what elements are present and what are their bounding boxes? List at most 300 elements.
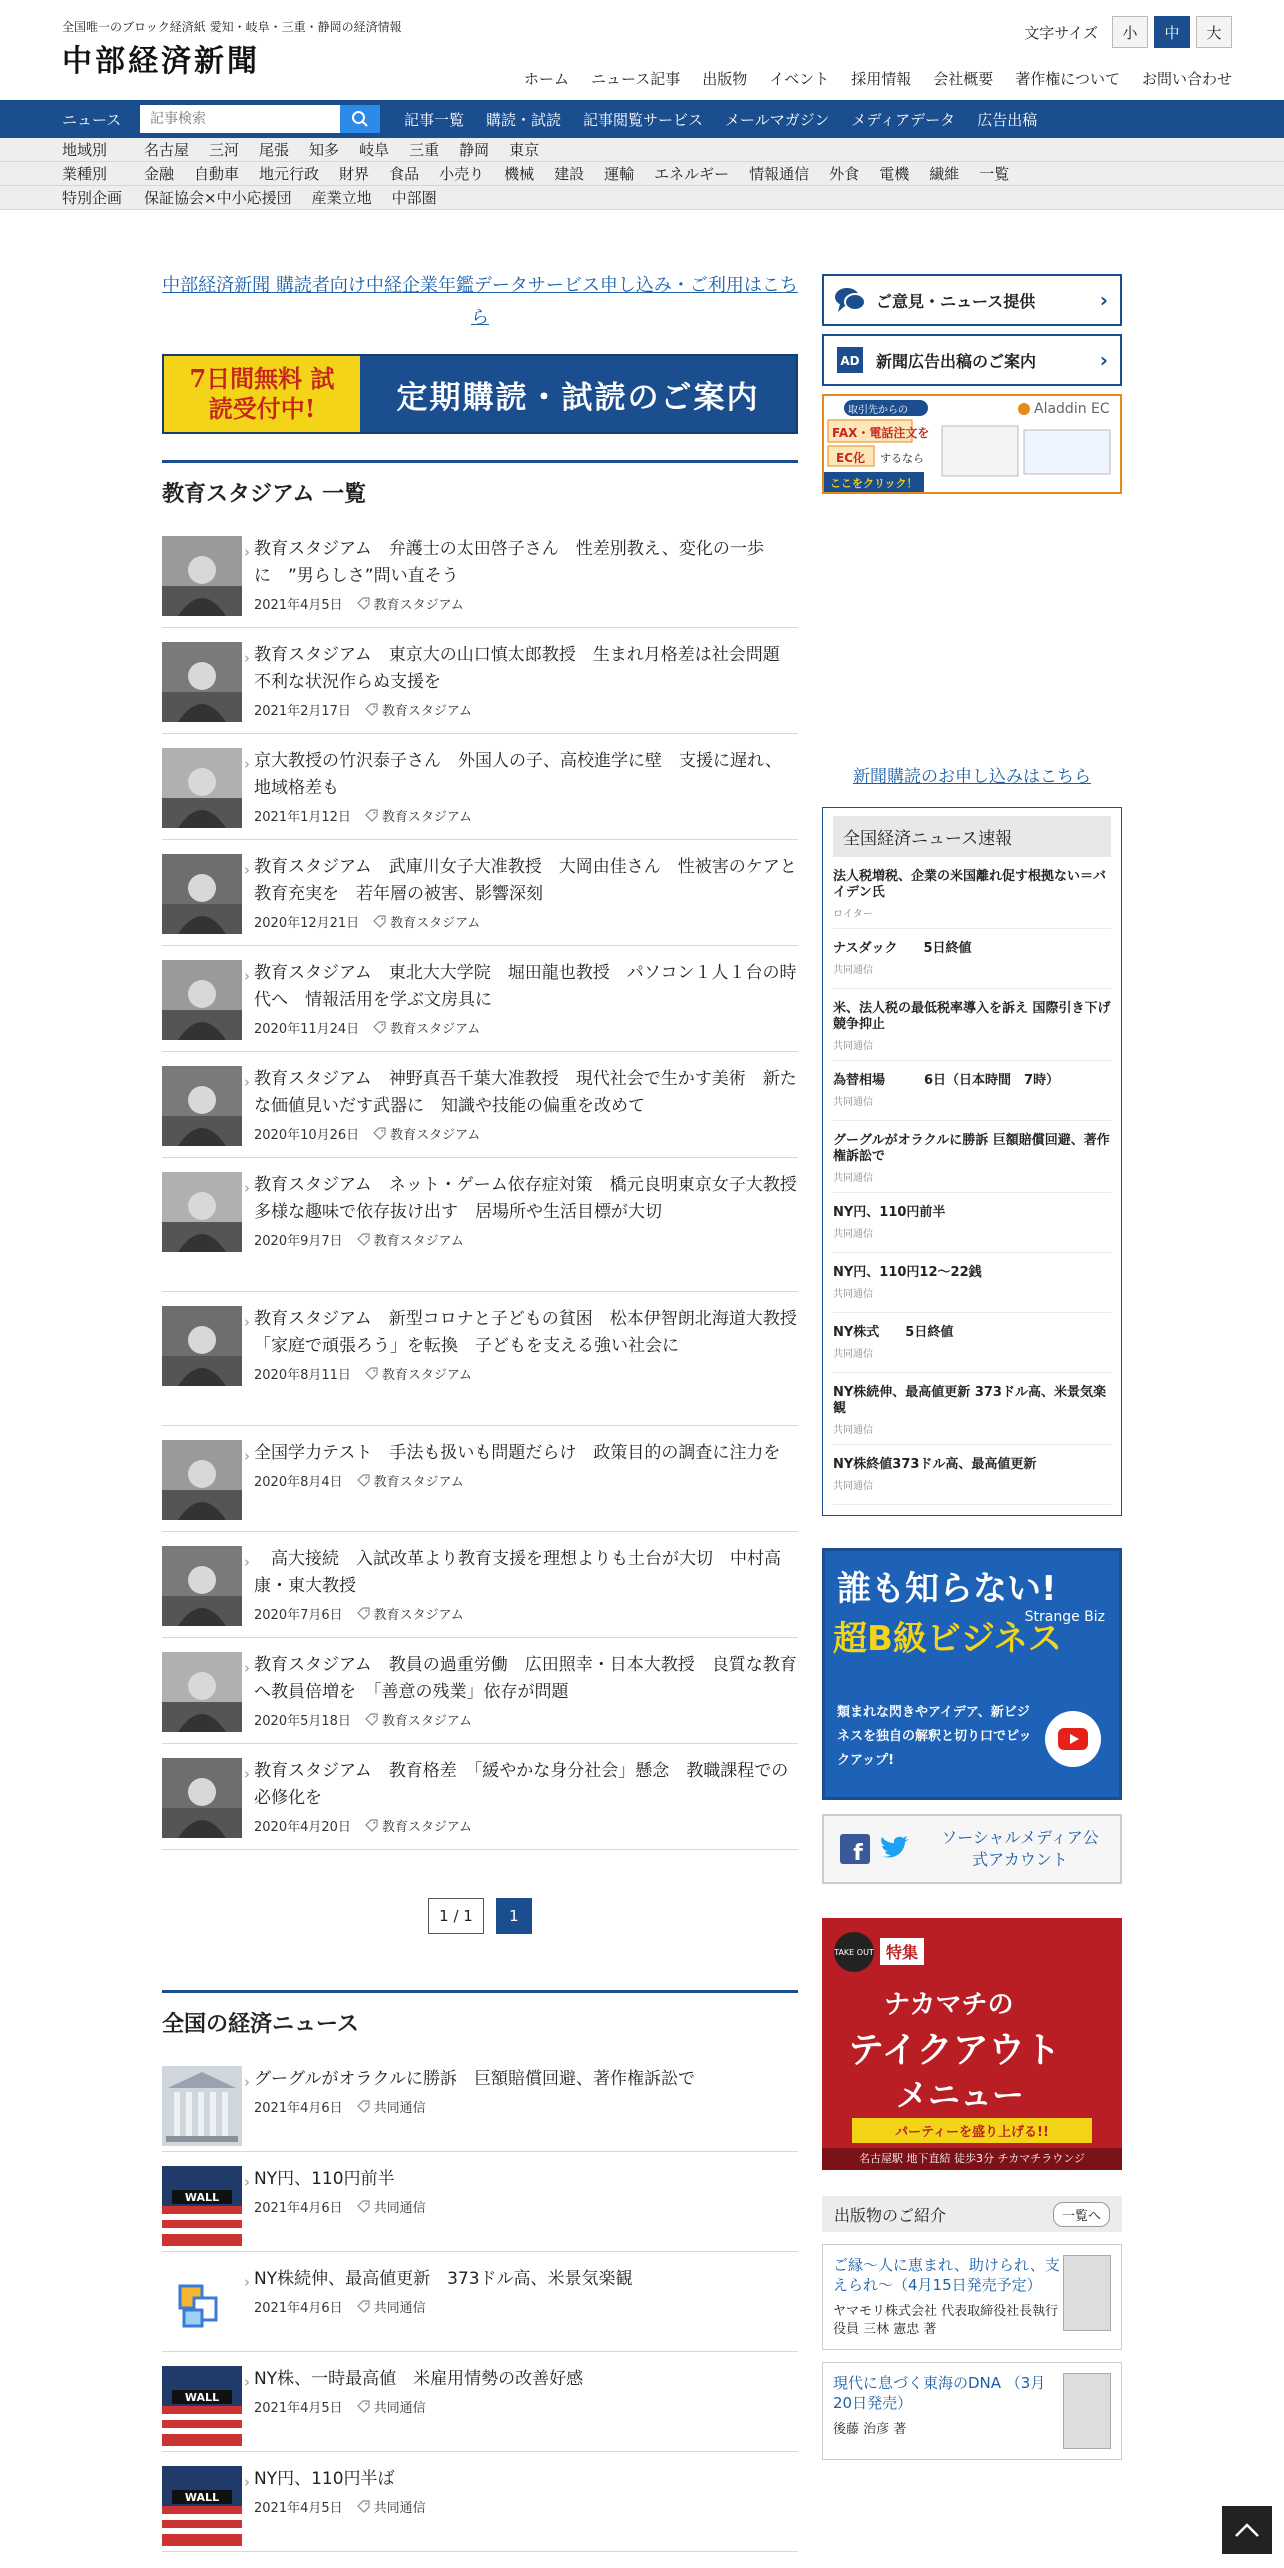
- flash-news-item[interactable]: [833, 1445, 1111, 1505]
- article-date: 2020年9月7日: [254, 1234, 343, 1249]
- sidebar: [822, 274, 1122, 2460]
- industry-nav-item[interactable]: 小売り: [439, 165, 485, 183]
- special-nav-label: 特別企画: [62, 189, 123, 207]
- industry-nav-items: [144, 163, 1009, 184]
- article-item: [162, 1532, 798, 1638]
- article-meta: [254, 1364, 798, 1383]
- flash-news-source: 共同通信: [833, 965, 873, 976]
- article-meta: [254, 806, 798, 825]
- flash-news-source: ロイター: [833, 909, 873, 920]
- flash-news-item[interactable]: [833, 1253, 1111, 1313]
- publication-author: ヤマモリ株式会社 代表取締役社長執行役員 三林 憲忠 著: [833, 2304, 1059, 2337]
- tag-icon: [357, 1233, 370, 1246]
- article-body: [254, 536, 798, 613]
- article-body: [254, 960, 798, 1037]
- national-news-item: [162, 2152, 798, 2252]
- aladdin-ec-text: EC化: [836, 451, 866, 465]
- national-news-item: [162, 2252, 798, 2352]
- flash-news-source: 共同通信: [833, 1229, 873, 1240]
- flash-news-title-text: NY株続伸、最高値更新 373ドル高、米景気楽観: [833, 1385, 1106, 1416]
- strange-biz-desc: 類まれな閃きやアイデア、新ビジネスを独自の解釈と切り口でピックアップ!: [837, 1705, 1032, 1768]
- article-meta: [254, 1230, 798, 1249]
- article-date: 2021年1月12日: [254, 810, 351, 825]
- flash-news-item[interactable]: [833, 1193, 1111, 1253]
- publication-cover[interactable]: [1063, 2255, 1111, 2331]
- article-meta: [254, 1604, 798, 1623]
- special-nav: [0, 186, 1284, 210]
- aladdin-cta-text: ここをクリック！: [830, 477, 918, 490]
- strange-biz-en: Strange Biz: [1024, 1609, 1105, 1625]
- article-date: 2021年4月5日: [254, 598, 343, 613]
- article-tag-label: 共同通信: [373, 2301, 426, 2316]
- global-nav-recruit[interactable]: 採用情報: [851, 70, 912, 88]
- news-nav-advertise[interactable]: 広告出稿: [977, 110, 1038, 129]
- takeout-title-3: メニュー: [896, 2076, 1025, 2114]
- flash-news-list: [833, 857, 1111, 1505]
- national-news-list: [162, 2052, 798, 2552]
- article-thumbnail[interactable]: [162, 2366, 242, 2446]
- chevron-up-icon: [1234, 2522, 1260, 2538]
- article-tag-label: 教育スタジアム: [381, 1820, 472, 1835]
- article-meta: [254, 2497, 798, 2516]
- article-tag[interactable]: [373, 912, 480, 931]
- news-nav-label: ニュース: [62, 110, 122, 129]
- news-nav-subscribe[interactable]: 購読・試読: [486, 110, 562, 129]
- article-title-link[interactable]: › 教育スタジアム 教育格差 「緩やかな身分社会」懸念 教職課程での必修化を: [254, 1761, 788, 1808]
- back-to-top-button[interactable]: [1222, 2506, 1272, 2554]
- social-accounts-box[interactable]: [822, 1814, 1122, 1884]
- region-nav-item[interactable]: 三河: [209, 141, 240, 159]
- svg-text:f: f: [853, 1841, 863, 1864]
- article-thumbnail[interactable]: [162, 748, 242, 828]
- flash-news-item[interactable]: [833, 1373, 1111, 1445]
- article-body: [254, 1758, 798, 1835]
- flash-news-title-text: NY株式 5日終値: [833, 1325, 954, 1340]
- article-title-link[interactable]: › グーグルがオラクルに勝訴 巨額賠償回避、著作権訴訟で: [254, 2069, 695, 2089]
- article-tag-label: 共同通信: [373, 2501, 426, 2516]
- region-nav-item[interactable]: 静岡: [459, 141, 490, 159]
- svg-text:AD: AD: [840, 354, 860, 368]
- font-size-small-button[interactable]: 小: [1112, 16, 1148, 48]
- subscribe-link[interactable]: 新聞購読のお申し込みはこちら: [853, 767, 1091, 787]
- subscription-banner[interactable]: [162, 354, 798, 434]
- aladdin-ec-banner[interactable]: [822, 394, 1122, 494]
- news-nav-article-service[interactable]: 記事閲覧サービス: [583, 110, 704, 129]
- ad-info-button[interactable]: [822, 334, 1122, 386]
- search-icon: [351, 110, 369, 128]
- article-date: 2021年4月6日: [254, 2301, 343, 2316]
- tag-icon: [373, 915, 386, 928]
- flash-news-source: 共同通信: [833, 1041, 873, 1052]
- article-tag-label: 教育スタジアム: [381, 704, 472, 719]
- flash-news-item[interactable]: [833, 929, 1111, 989]
- article-tag[interactable]: [365, 1710, 472, 1729]
- article-tag[interactable]: [357, 594, 464, 613]
- flash-news-title-text: 法人税増税、企業の米国離れ促す根拠ない＝バイデン氏: [833, 869, 1107, 900]
- publication-title-link[interactable]: 現代に息づく東海のDNA （3月20日発売）: [833, 2374, 1046, 2412]
- article-body: [254, 1440, 798, 1517]
- flash-news-source: 共同通信: [833, 1097, 873, 1108]
- flash-news-item[interactable]: [833, 857, 1111, 929]
- industry-nav-item[interactable]: 金融: [144, 165, 175, 183]
- site-header: [0, 0, 1284, 100]
- facebook-icon: [840, 1834, 870, 1864]
- article-tag[interactable]: [365, 806, 472, 825]
- tag-icon: [365, 1367, 378, 1380]
- article-meta: [254, 2397, 798, 2416]
- article-tag[interactable]: [373, 1018, 480, 1037]
- article-item: [162, 1638, 798, 1744]
- opinion-button[interactable]: [822, 274, 1122, 326]
- article-thumbnail[interactable]: [162, 2066, 242, 2146]
- flash-news-source: 共同通信: [833, 1173, 873, 1184]
- article-meta: [254, 912, 798, 931]
- global-nav: [524, 68, 1232, 89]
- article-tag-label: 教育スタジアム: [390, 1128, 481, 1143]
- article-date: 2021年2月17日: [254, 704, 351, 719]
- article-body: [254, 748, 798, 825]
- article-title-link[interactable]: › 高大接続 入試改革より教育支援を理想よりも土台が大切 中村高康・東大教授: [254, 1549, 781, 1596]
- special-nav-item[interactable]: 中部圏: [391, 189, 437, 207]
- publication-text: [833, 2373, 1063, 2449]
- article-tag-label: 教育スタジアム: [373, 1475, 464, 1490]
- article-item: [162, 1292, 814, 1426]
- article-title-link[interactable]: › 教育スタジアム 武庫川女子大准教授 大岡由佳さん 性被害のケアと教育充実を 若年層の被害、影響深刻: [254, 857, 797, 904]
- article-title-link[interactable]: › 教育スタジアム 東京大の山口慎太郎教授 生まれ月格差は社会問題 不利な状況作らぬ支援を: [254, 645, 797, 692]
- article-body: [254, 1546, 798, 1623]
- article-tag[interactable]: [357, 2397, 426, 2416]
- publication-author: 後藤 治彦 著: [833, 2422, 907, 2437]
- aladdin-brand: Aladdin EC: [1034, 401, 1110, 417]
- article-body: [254, 2166, 798, 2237]
- strange-biz-banner[interactable]: [822, 1548, 1122, 1800]
- global-nav-copyright[interactable]: 著作権について: [1015, 70, 1120, 88]
- industry-nav-item[interactable]: 財界: [339, 165, 370, 183]
- article-thumbnail[interactable]: [162, 1758, 242, 1838]
- pagination-page-1[interactable]: 1: [496, 1898, 532, 1934]
- article-thumbnail[interactable]: [162, 1652, 242, 1732]
- font-size-switcher: [1024, 16, 1232, 48]
- yearbook-promo-link[interactable]: 中部経済新聞 購読者向け中経企業年鑑データサービス申し込み・ご利用はこちら: [162, 275, 798, 328]
- takeout-title-1: ナカマチの: [884, 1990, 1014, 2020]
- flash-news-source: 共同通信: [833, 1425, 873, 1436]
- industry-nav-item[interactable]: 外食: [829, 165, 860, 183]
- site-tagline: 全国唯一のブロック経済紙 愛知・岐阜・三重・静岡の経済情報: [62, 20, 402, 34]
- aladdin-mid-text: FAX・電話注文を: [832, 426, 930, 440]
- takeout-footer: 名古屋駅 地下直結 徒歩3分 チカマチラウンジ: [822, 2148, 1122, 2170]
- flash-news-title: 全国経済ニュース速報: [833, 816, 1111, 857]
- play-icon: [1045, 1711, 1101, 1767]
- twitter-icon: [880, 1836, 910, 1862]
- article-tag[interactable]: [357, 2497, 426, 2516]
- article-thumbnail[interactable]: [162, 1172, 242, 1252]
- news-nav-article-list[interactable]: 記事一覧: [404, 110, 465, 129]
- industry-nav-item[interactable]: 運輸: [604, 165, 635, 183]
- article-title-link[interactable]: › 教育スタジアム ネット・ゲーム依存症対策 橋元良明東京女子大教授 多様な趣味で依存抜け出す 居場所や生活目標が大切: [254, 1175, 814, 1222]
- article-meta: [254, 1124, 798, 1143]
- publication-item: [822, 2362, 1122, 2460]
- region-nav-item[interactable]: 三重: [409, 141, 440, 159]
- article-tag-label: 教育スタジアム: [390, 916, 481, 931]
- flash-news-title-text: 為替相場 6日（日本時間 7時）: [833, 1073, 1060, 1088]
- article-body: [254, 1306, 814, 1411]
- article-tag-label: 教育スタジアム: [381, 810, 472, 825]
- free-trial-text: 7日間無料 試読受付中!: [189, 364, 335, 423]
- article-date: 2020年8月4日: [254, 1475, 343, 1490]
- article-meta: [254, 700, 798, 719]
- font-size-label: 文字サイズ: [1024, 23, 1098, 42]
- article-tag[interactable]: [365, 1364, 472, 1383]
- tag-icon: [357, 1474, 370, 1487]
- tag-icon: [357, 2200, 370, 2213]
- article-tag-label: 教育スタジアム: [373, 598, 464, 613]
- article-thumbnail[interactable]: [162, 1440, 242, 1520]
- flash-news-source: 共同通信: [833, 1289, 873, 1300]
- article-tag-label: 共同通信: [373, 2401, 426, 2416]
- article-tag-label: 教育スタジアム: [373, 1234, 464, 1249]
- global-nav-company[interactable]: 会社概要: [933, 70, 994, 88]
- article-thumbnail[interactable]: [162, 1066, 242, 1146]
- search-button[interactable]: [340, 105, 380, 133]
- article-tag[interactable]: [373, 1124, 480, 1143]
- article-body: [254, 2066, 798, 2137]
- article-tag[interactable]: [357, 1471, 464, 1490]
- article-title-link[interactable]: › NY円、110円半ば: [254, 2469, 395, 2489]
- article-thumbnail[interactable]: [162, 2166, 242, 2246]
- article-item: [162, 734, 798, 840]
- article-thumbnail[interactable]: [162, 854, 242, 934]
- strange-biz-line1: 誰も知らない!: [837, 1569, 1057, 1609]
- industry-nav-item[interactable]: 機械: [504, 165, 535, 183]
- pagination: [162, 1898, 798, 1934]
- flash-news-title-text: 米、法人税の最低税率導入を訴え 国際引き下げ競争抑止: [833, 1001, 1111, 1032]
- article-item: [162, 1052, 798, 1158]
- flash-news-title-text: ナスダック 5日終値: [833, 941, 972, 956]
- article-thumbnail[interactable]: [162, 1546, 242, 1626]
- industry-nav-item[interactable]: 一覧: [979, 165, 1010, 183]
- region-nav-item[interactable]: 名古屋: [144, 141, 190, 159]
- article-date: 2020年12月21日: [254, 916, 360, 931]
- article-tag-label: 教育スタジアム: [381, 1368, 472, 1383]
- tag-icon: [357, 2100, 370, 2113]
- publications-title: 出版物のご紹介: [834, 2205, 947, 2225]
- article-tag-label: 共同通信: [373, 2201, 426, 2216]
- publication-title-link[interactable]: ご縁～人に恵まれ、助けられ、支えられ～（4月15日発売予定）: [833, 2256, 1060, 2294]
- article-title-link[interactable]: › 教育スタジアム 神野真吾千葉大准教授 現代社会で生かす美術 新たな価値見いだす武器に 知識や技能の偏重を改めて: [254, 1069, 797, 1116]
- industry-nav-item[interactable]: 繊維: [929, 165, 960, 183]
- article-tag[interactable]: [357, 2297, 426, 2316]
- tag-icon: [365, 809, 378, 822]
- article-body: [254, 1172, 814, 1277]
- flash-news-source: 共同通信: [833, 1481, 873, 1492]
- global-nav-home[interactable]: ホーム: [523, 70, 569, 88]
- flash-news-title-text: NY株終値373ドル高、最高値更新: [833, 1457, 1037, 1472]
- publications-header: [822, 2196, 1122, 2232]
- publication-item: [822, 2244, 1122, 2350]
- subscription-banner-text: 定期購読・試読のご案内: [396, 379, 760, 416]
- article-meta: [254, 594, 798, 613]
- article-item: [162, 946, 798, 1052]
- article-title-link[interactable]: › 教育スタジアム 東北大大学院 堀田龍也教授 パソコン１人１台の時代へ 情報活用を学ぶ文房具に: [254, 963, 796, 1010]
- chat-bubble-icon: [824, 276, 876, 324]
- article-thumbnail[interactable]: [162, 2466, 242, 2546]
- region-nav-item[interactable]: 岐阜: [359, 141, 390, 159]
- article-tag-label: 教育スタジアム: [390, 1022, 481, 1037]
- article-tag-label: 共同通信: [373, 2101, 426, 2116]
- region-nav-item[interactable]: 知多: [309, 141, 340, 159]
- special-nav-item[interactable]: 産業立地: [311, 189, 372, 207]
- article-meta: [254, 1710, 798, 1729]
- region-nav-items: [144, 139, 539, 160]
- article-meta: [254, 1018, 798, 1037]
- publication-cover[interactable]: [1063, 2373, 1111, 2449]
- takeout-tokushu: 特集: [880, 1938, 924, 1965]
- article-body: [254, 2366, 798, 2437]
- tag-icon: [357, 597, 370, 610]
- social-accounts-label: ソーシャルメディア公式アカウント: [941, 1828, 1099, 1869]
- article-tag[interactable]: [357, 1230, 464, 1249]
- article-item: [162, 628, 798, 734]
- aladdin-suffix-text: するなら: [880, 452, 924, 465]
- article-tag[interactable]: [365, 1816, 472, 1835]
- region-nav-item[interactable]: 尾張: [259, 141, 290, 159]
- section-title: 教育スタジアム 一覧: [162, 460, 798, 522]
- news-nav-media-data[interactable]: メディアデータ: [851, 110, 956, 129]
- publication-text: [833, 2255, 1063, 2339]
- article-title-link[interactable]: › 京大教授の竹沢泰子さん 外国人の子、高校進学に壁 支援に遅れ、地域格差も: [254, 751, 782, 798]
- chevron-right-icon: ›: [1099, 348, 1108, 372]
- industry-nav-item[interactable]: 食品: [389, 165, 420, 183]
- article-date: 2021年4月5日: [254, 2401, 343, 2416]
- main-column: [162, 270, 814, 2552]
- font-size-large-button[interactable]: 大: [1196, 16, 1232, 48]
- article-title-link[interactable]: › 教育スタジアム 弁護士の太田啓子さん 性差別教え、変化の一歩に ”男らしさ”問い直そう: [254, 539, 764, 586]
- article-body: [254, 2466, 798, 2537]
- industry-nav-item[interactable]: 電機: [879, 165, 910, 183]
- global-nav-contact[interactable]: お問い合わせ: [1141, 70, 1232, 88]
- tag-icon: [365, 1819, 378, 1832]
- opinion-button-label: ご意見・ニュース提供: [876, 291, 1036, 311]
- article-tag-label: 教育スタジアム: [373, 1608, 464, 1623]
- site-logo[interactable]: 中部経済新聞: [62, 44, 260, 79]
- article-item: [162, 1158, 814, 1292]
- article-date: 2021年4月6日: [254, 2101, 343, 2116]
- article-date: 2020年4月20日: [254, 1820, 351, 1835]
- news-nav-links: [404, 109, 1037, 130]
- article-date: 2021年4月6日: [254, 2201, 343, 2216]
- special-nav-item[interactable]: 保証協会×中小応援団: [144, 189, 292, 207]
- article-list: [162, 522, 814, 1850]
- article-body: [254, 1066, 798, 1143]
- flash-news-box: [822, 807, 1122, 1516]
- article-body: [254, 642, 798, 719]
- article-thumbnail[interactable]: [162, 642, 242, 722]
- flash-news-item[interactable]: [833, 989, 1111, 1061]
- flash-news-title-text: NY円、110円前半: [833, 1205, 946, 1220]
- industry-nav-label: 業種別: [62, 165, 108, 183]
- article-title-link[interactable]: › 全国学力テスト 手法も扱いも問題だらけ 政策目的の調査に注力を: [254, 1443, 780, 1463]
- article-title-link[interactable]: › 教育スタジアム 新型コロナと子どもの貧困 松本伊智朗北海道大教授 「家庭で頑張ろう」を転換 子どもを支える強い社会に: [254, 1309, 814, 1356]
- industry-nav: [0, 162, 1284, 186]
- tag-icon: [365, 703, 378, 716]
- article-body: [254, 854, 798, 931]
- article-meta: [254, 2097, 798, 2116]
- region-nav-label: 地域別: [62, 141, 108, 159]
- publications-list: [822, 2244, 1122, 2460]
- article-item: [162, 840, 798, 946]
- article-thumbnail[interactable]: [162, 2266, 242, 2346]
- free-trial-badge: [164, 356, 360, 432]
- article-date: 2020年11月24日: [254, 1022, 360, 1037]
- global-nav-events[interactable]: イベント: [769, 70, 830, 88]
- special-nav-items: [144, 187, 437, 208]
- industry-nav-item[interactable]: 建設: [554, 165, 585, 183]
- svg-text:WALL: WALL: [184, 2391, 220, 2404]
- search-input[interactable]: [140, 105, 340, 133]
- industry-nav-item[interactable]: 情報通信: [749, 165, 810, 183]
- article-title-link[interactable]: › NY株、一時最高値 米雇用情勢の改善好感: [254, 2369, 583, 2389]
- article-tag[interactable]: [365, 700, 472, 719]
- article-date: 2021年4月5日: [254, 2501, 343, 2516]
- flash-news-item[interactable]: [833, 1313, 1111, 1373]
- search-box: [140, 105, 380, 133]
- takeout-badge: TAKE OUT: [834, 1932, 874, 1972]
- article-date: 2020年5月18日: [254, 1714, 351, 1729]
- ad-icon: [824, 336, 876, 384]
- region-nav-item[interactable]: 東京: [509, 141, 540, 159]
- article-thumbnail[interactable]: [162, 536, 242, 616]
- article-body: [254, 1652, 798, 1729]
- strange-biz-line2: 超B級ビジネス: [833, 1619, 1062, 1659]
- publications-more-button[interactable]: 一覧へ: [1053, 2202, 1110, 2227]
- global-nav-news[interactable]: ニュース記事: [590, 70, 681, 88]
- flash-news-title-text: グーグルがオラクルに勝訴 巨額賠償回避、著作権訴訟で: [833, 1133, 1110, 1164]
- tag-icon: [373, 1127, 386, 1140]
- tag-icon: [373, 1021, 386, 1034]
- article-tag-label: 教育スタジアム: [381, 1714, 472, 1729]
- article-title-link[interactable]: › 教育スタジアム 教員の過重労働 広田照幸・日本大教授 良質な教育へ教員倍増を 「善意の残業」依存が問題: [254, 1655, 797, 1702]
- article-meta: [254, 1816, 798, 1835]
- pagination-summary: 1 / 1: [428, 1898, 484, 1934]
- article-item: [162, 522, 798, 628]
- takeout-title-2: テイクアウト: [848, 2030, 1061, 2071]
- flash-news-item[interactable]: [833, 1121, 1111, 1193]
- national-news-item: [162, 2452, 798, 2552]
- industry-nav-item[interactable]: 地元行政: [259, 165, 320, 183]
- svg-text:WALL: WALL: [184, 2191, 220, 2204]
- font-size-medium-button[interactable]: 中: [1154, 16, 1190, 48]
- takeout-banner[interactable]: [822, 1918, 1122, 2170]
- flash-news-source: 共同通信: [833, 1349, 873, 1360]
- flash-news-item[interactable]: [833, 1061, 1111, 1121]
- chevron-right-icon: ›: [1099, 288, 1108, 312]
- article-tag[interactable]: [357, 1604, 464, 1623]
- tag-icon: [357, 1607, 370, 1620]
- article-tag[interactable]: [357, 2197, 426, 2216]
- article-title-link[interactable]: › NY円、110円前半: [254, 2169, 395, 2189]
- article-thumbnail[interactable]: [162, 960, 242, 1040]
- news-nav-mail-magazine[interactable]: メールマガジン: [725, 110, 830, 129]
- industry-nav-item[interactable]: 自動車: [194, 165, 240, 183]
- global-nav-publications[interactable]: 出版物: [702, 70, 748, 88]
- article-thumbnail[interactable]: [162, 1306, 242, 1386]
- article-title-link[interactable]: › NY株続伸、最高値更新 373ドル高、米景気楽観: [254, 2269, 633, 2289]
- national-news-item: [162, 2052, 798, 2152]
- article-tag[interactable]: [357, 2097, 426, 2116]
- article-date: 2020年8月11日: [254, 1368, 351, 1383]
- industry-nav-item[interactable]: エネルギー: [654, 165, 730, 183]
- article-meta: [254, 1471, 798, 1490]
